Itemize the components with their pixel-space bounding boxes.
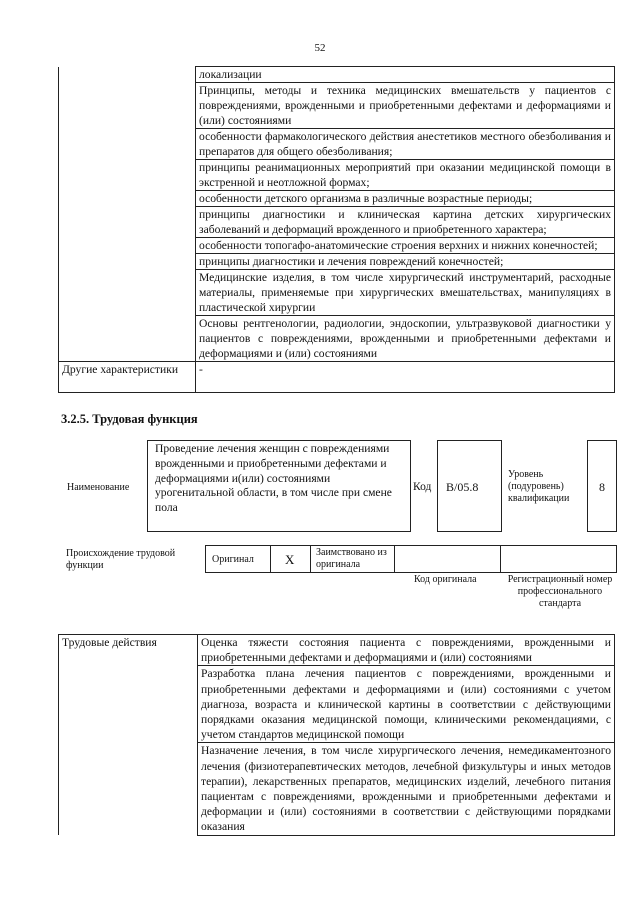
other-characteristics-value: -: [196, 362, 615, 393]
action-item: Разработка плана лечения пациентов с повреждениями, врожденными и приобретенными дефектами и деформациями и (или) состояниями с учетом диагноза, возраста и клинической картины в соответствии с действующими порядками оказания медицинской помощи, клиническими рекомендациями, с учетом стандартов медицинской помощи: [198, 666, 615, 743]
knowledge-item: Медицинские изделия, в том числе хирургический инструментарий, расходные материалы, применяемые при хирургических вмешательствах, манипуляциях в пластической хирургии: [196, 270, 615, 316]
function-name: Проведение лечения женщин с повреждениями врожденными и приобретенными дефектами и деформациями и(или) состояниями урогенитальной области, в том числе при смене пола: [155, 442, 392, 515]
level-value: 8: [599, 480, 605, 494]
origin-divider: [500, 545, 501, 572]
level-box: [587, 440, 617, 532]
origin-box: [205, 545, 617, 573]
knowledge-item: принципы реанимационных мероприятий при оказании медицинской помощи в экстренной и неотложной формах;: [196, 160, 615, 191]
knowledge-item: принципы диагностики и лечения повреждений конечностей;: [196, 254, 615, 270]
knowledge-item: особенности детского организма в различные возрастные периоды;: [196, 191, 615, 207]
knowledge-table: [58, 66, 615, 393]
code-original-caption: Код оригинала: [414, 574, 477, 585]
knowledge-item: Основы рентгенологии, радиологии, эндоскопии, ультразвуковой диагностики у пациентов с повреждениями, врожденными и приобретенными дефектами и деформациями и (или) состояниями: [196, 316, 615, 362]
knowledge-item: принципы диагностики и клиническая картина детских хирургических заболеваний и деформаций врожденного и приобретенного характера;: [196, 207, 615, 238]
name-label: Наименование: [67, 482, 130, 493]
reg-number-caption: Регистрационный номер профессионального стандарта: [507, 574, 613, 609]
action-item: Оценка тяжести состояния пациента с повреждениями, врожденными и приобретенными дефектами и деформациями и (или) состояниями: [198, 635, 615, 666]
origin-divider: [310, 545, 311, 572]
page-number: 52: [314, 42, 326, 54]
section-heading: 3.2.5. Трудовая функция: [61, 412, 198, 426]
code-label: Код: [413, 481, 432, 493]
origin-divider: [270, 545, 271, 572]
origin-divider: [394, 545, 395, 572]
actions-table: [58, 634, 615, 836]
knowledge-item: Принципы, методы и техника медицинских вмешательств у пациентов с повреждениями, врожденными и приобретенными дефектами и деформациями и (или) состояниями: [196, 83, 615, 129]
name-box: [147, 440, 411, 532]
other-characteristics-label: Другие характеристики: [59, 362, 196, 393]
original-label: Оригинал: [212, 554, 254, 565]
knowledge-item: особенности топогафо-анатомические строения верхних и нижних конечностей;: [196, 238, 615, 254]
action-item: Назначение лечения, в том числе хирургического лечения, немедикаментозного лечения (физиотерапевтических методов, лечебной физкультуры и иных методов терапии), лекарственных препаратов, медицинских изделий, лечебного питания пациентам с повреждениями, врожденными и приобретенными дефектами и деформации и (или) состояниями в соответствии с действующими порядками оказания: [198, 743, 615, 835]
knowledge-label-cell: [59, 67, 196, 362]
code-box: [437, 440, 502, 532]
knowledge-item: локализации: [196, 67, 615, 83]
level-label: Уровень (подуровень) квалификации: [508, 469, 570, 504]
borrowed-label: Заимствовано из оригинала: [316, 547, 387, 570]
original-mark: X: [285, 552, 295, 567]
code-value: B/05.8: [446, 480, 479, 494]
knowledge-item: особенности фармакологического действия анестетиков местного обезболивания и препаратов для общего обезболивания;: [196, 129, 615, 160]
origin-label: Происхождение трудовой функции: [66, 548, 176, 571]
actions-label: Трудовые действия: [59, 635, 198, 836]
